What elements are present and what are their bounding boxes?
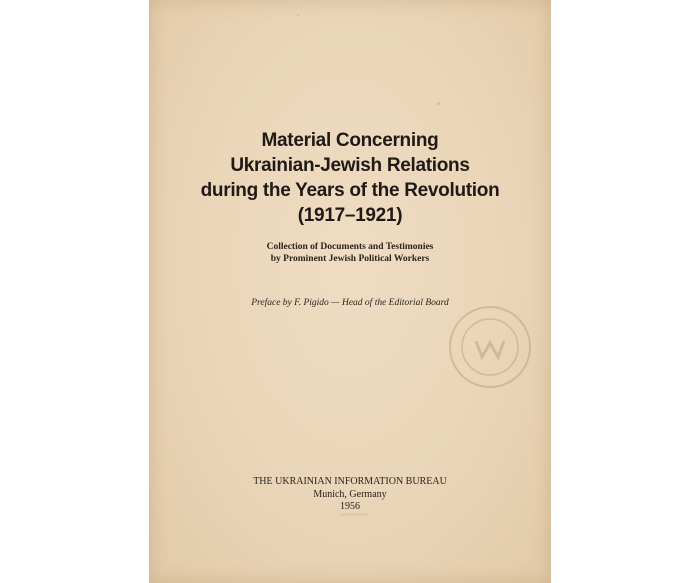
subtitle-line-1: Collection of Documents and Testimonies	[266, 242, 434, 252]
subtitle-line-2: by Prominent Jewish Political Workers	[270, 254, 430, 264]
publication-place: Munich, Germany	[313, 488, 387, 500]
book-subtitle	[149, 241, 551, 265]
publication-year: 1956	[340, 501, 360, 512]
paper-spot	[437, 102, 440, 105]
imprint	[149, 476, 551, 514]
title-line-1: Material Concerning	[261, 130, 439, 151]
publisher-name: THE UKRAINIAN INFORMATION BUREAU	[253, 476, 447, 487]
title-page	[149, 0, 551, 583]
library-stamp-icon	[446, 303, 534, 391]
title-line-3: during the Years of the Revolution	[200, 180, 500, 201]
paper-spot	[297, 14, 299, 16]
title-line-2: Ukrainian-Jewish Relations	[230, 155, 470, 176]
preface-credit: Preface by F. Pigido — Head of the Editorial Board	[251, 298, 449, 308]
title-line-4: (1917–1921)	[297, 205, 403, 226]
book-title	[149, 128, 551, 228]
